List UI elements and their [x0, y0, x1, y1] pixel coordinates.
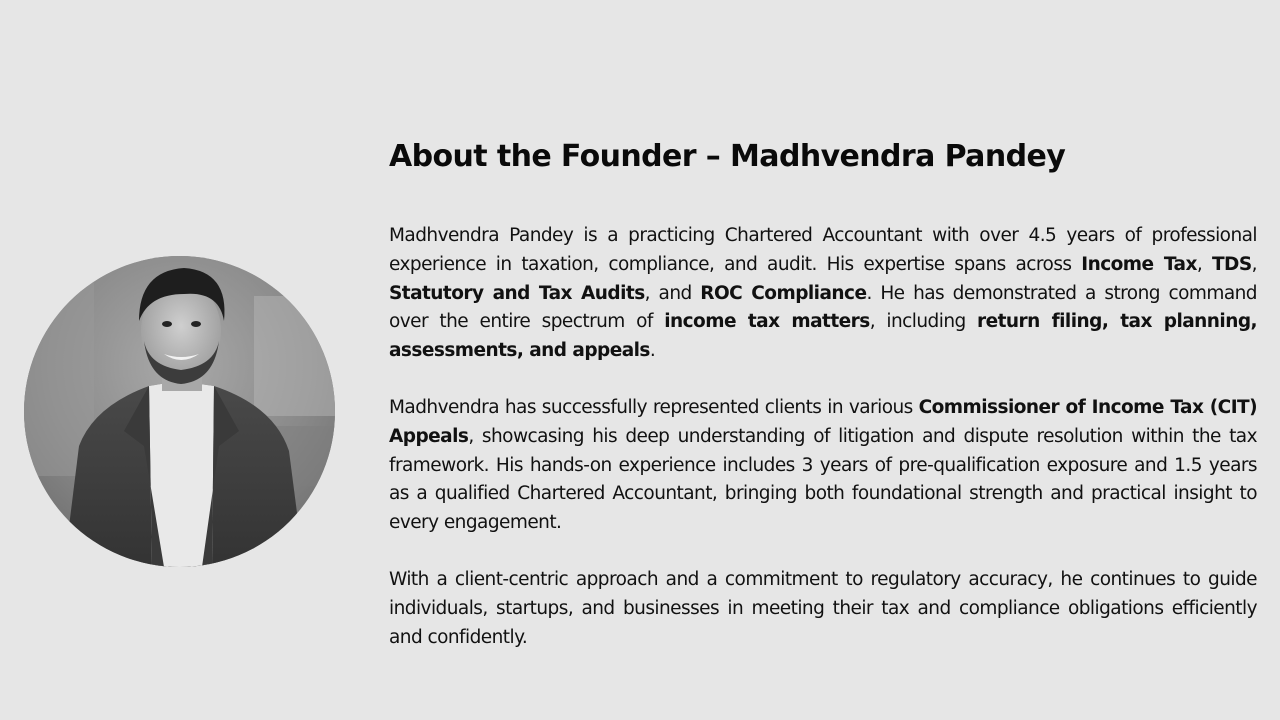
founder-content [389, 136, 1257, 652]
text-span: , [1251, 253, 1257, 275]
bold-text: Commissioner of Income Tax (CIT) Appeals [389, 396, 1258, 447]
paragraph-intro [389, 222, 1257, 366]
bold-text: return filing, tax planning, assessments, and appeals [389, 311, 1258, 362]
paragraph-approach [389, 566, 1257, 652]
bold-text: TDS [1211, 253, 1252, 275]
text-span: , including [869, 311, 978, 333]
bold-text: income tax matters [664, 311, 870, 333]
text-span: . He has demonstrated a strong command over the entire spectrum of [389, 282, 1257, 333]
text-span: With a client-centric approach and a commitment to regulatory accuracy, he continues to guide individuals, startups, and businesses in meeting their tax and compliance obligations efficiently and confidently. [389, 568, 1257, 648]
paragraph-appeals [389, 394, 1257, 538]
text-span: Madhvendra has successfully represented clients in various [389, 396, 919, 418]
founder-photo [24, 256, 335, 567]
bold-text: ROC Compliance [700, 282, 867, 304]
bold-text: Income Tax [1081, 253, 1197, 275]
text-span: , [1196, 253, 1212, 275]
text-span: Madhvendra Pandey is a practicing Chartered Accountant with over 4.5 years of professional experience in taxation, compliance, and audit. His expertise spans across [389, 225, 1257, 275]
text-span: , and [644, 282, 701, 304]
bold-text: Statutory and Tax Audits [389, 282, 645, 304]
text-span: , showcasing his deep understanding of litigation and dispute resolution within the tax framework. His hands-on experience includes 3 years of pre-qualification exposure and 1.5 years as a qualified Chartered Accountant, bringing both foundational strength and practical insight to every engagement. [389, 425, 1257, 534]
page-title: About the Founder – Madhvendra Pandey [389, 139, 1066, 174]
text-span: . [649, 340, 656, 362]
